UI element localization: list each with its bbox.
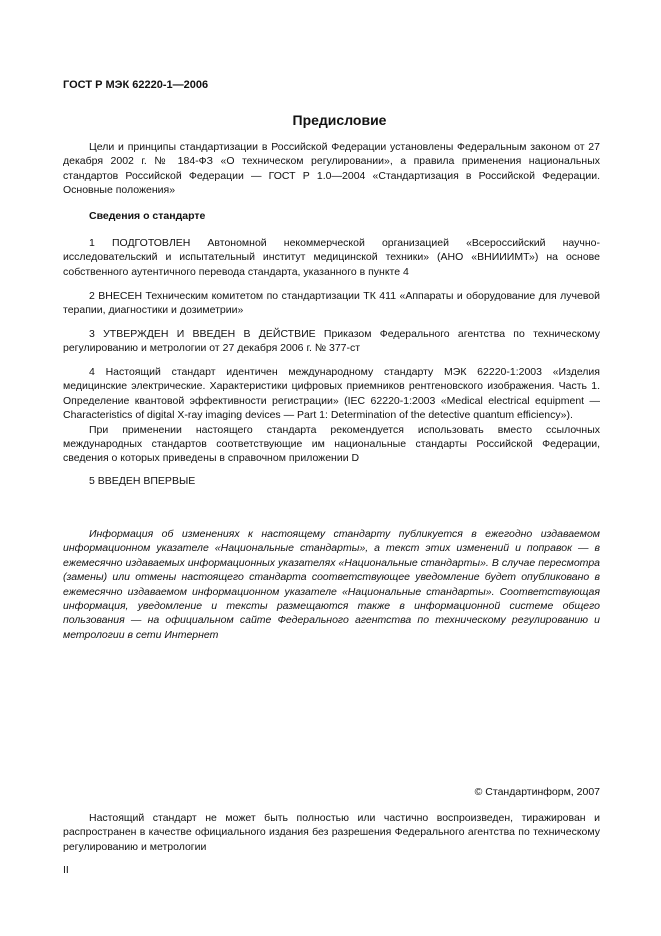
- reproduction-text: Настоящий стандарт не может быть полностью или частично воспроизведен, тиражирован и распространен в качестве официального издания без разрешения Федерального агентства по техническому регулированию и метрологии: [63, 812, 600, 853]
- reproduction-paragraph: [63, 811, 600, 854]
- item-3-text: 3 УТВЕРЖДЕН И ВВЕДЕН В ДЕЙСТВИЕ Приказом Федерального агентства по техническому регулированию и метрологии от 27 декабря 2006 г. № 377-ст: [63, 328, 600, 355]
- item-4: [63, 365, 600, 466]
- notice-paragraph: [63, 527, 600, 642]
- intro-paragraph: [63, 140, 600, 198]
- copyright-line: © Стандартинформ, 2007: [474, 786, 600, 798]
- page-title: Предисловие: [292, 112, 387, 128]
- item-2-text: 2 ВНЕСЕН Техническим комитетом по стандартизации ТК 411 «Аппараты и оборудование для лучевой терапии, диагностики и дозиметрии»: [63, 290, 600, 317]
- item-1: [63, 236, 600, 279]
- item-3: [63, 327, 600, 356]
- item-5: [63, 474, 600, 488]
- page-number: II: [63, 864, 69, 876]
- info-heading: Сведения о стандарте: [89, 210, 206, 222]
- intro-text: Цели и принципы стандартизации в Российской Федерации установлены Федеральным законом от 27 декабря 2002 г. № 184-ФЗ «О техническом регулировании», а правила применения национальных стандартов Российской Федерации — ГОСТ Р 1.0—2004 «Стандартизация в Российской Федерации. Основные положения»: [63, 141, 600, 197]
- item-2: [63, 289, 600, 318]
- item-4-text: 4 Настоящий стандарт идентичен международному стандарту МЭК 62220-1:2003 «Изделия медицинские электрические. Характеристики цифровых приемников рентгеновского изображения. Часть 1. Определение квантовой эффективности регистрации» (IEC 62220-1:2003 «Medical electrical equipment — Characteristics of digital X-ray imaging devices — Part 1: Determination of the detective quantum efficiency»).: [63, 366, 600, 422]
- item-1-text: 1 ПОДГОТОВЛЕН Автономной некоммерческой организацией «Всероссийский научно-исследовательский и испытательный институт медицинской техники» (АНО «ВНИИИМТ») на основе собственного аутентичного перевода стандарта, указанного в пункте 4: [63, 237, 600, 278]
- item-5-text: 5 ВВЕДЕН ВПЕРВЫЕ: [89, 475, 196, 487]
- item-4-note: При применении настоящего стандарта рекомендуется использовать вместо ссылочных международных стандартов соответствующие им национальные стандарты Российской Федерации, сведения о которых приведены в справочном приложении D: [63, 423, 600, 465]
- notice-text: Информация об изменениях к настоящему стандарту публикуется в ежегодно издаваемом информационном указателе «Национальные стандарты», а текст этих изменений и поправок — в ежемесячно издаваемых информационных указателях «Национальные стандарты». В случае пересмотра (замены) или отмены настоящего стандарта соответствующее уведомление будет опубликовано в ежемесячно издаваемом информационном указателе «Национальные стандарты». Соответствующая информация, уведомление и тексты размещаются также в информационной системе общего пользования — на официальном сайте Федерального агентства по техническому регулированию и метрологии в сети Интернет: [63, 528, 600, 641]
- document-code-header: ГОСТ Р МЭК 62220-1—2006: [63, 79, 209, 91]
